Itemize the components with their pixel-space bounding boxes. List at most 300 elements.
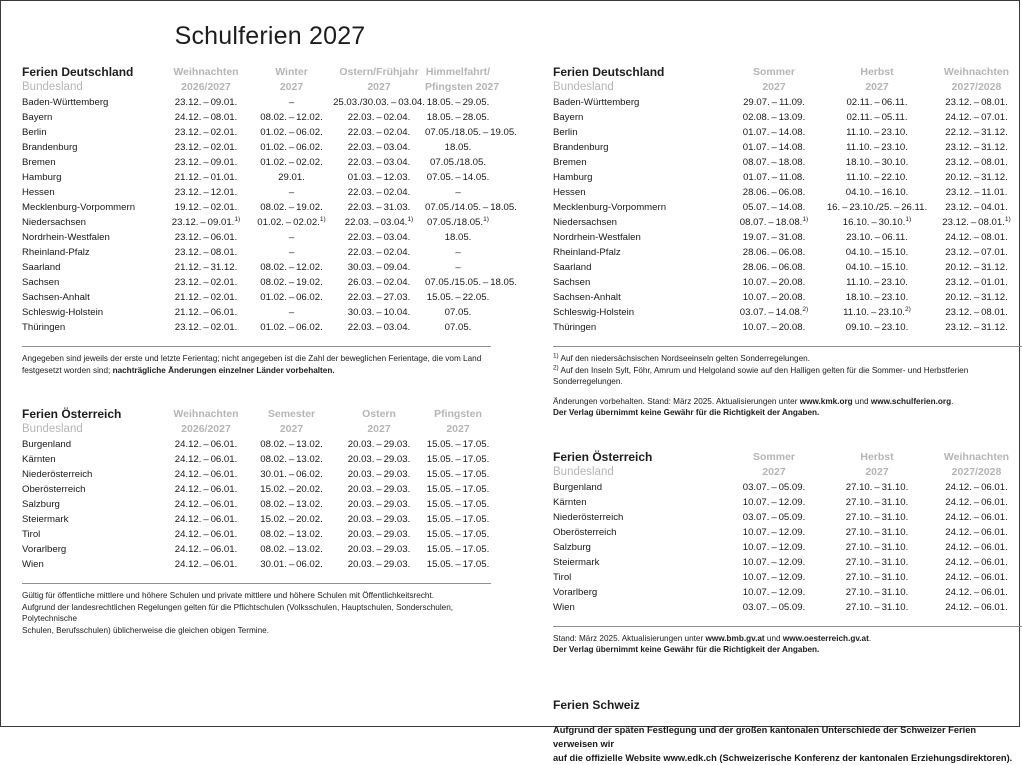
table-row	[22, 527, 491, 542]
holiday-dates: 23.12. – 06.01.	[174, 232, 238, 243]
holiday-dates: 23.12. – 08.01.	[174, 247, 238, 258]
holiday-dates: 07.05./15.05. – 18.05.	[425, 277, 517, 288]
column-header-weihnachten-year: 2027/2028	[951, 81, 1002, 93]
holiday-dates: 08.02. – 13.02.	[260, 529, 323, 540]
holiday-dates: 10.07. – 12.09.	[742, 556, 806, 568]
holiday-dates: 08.07. – 18.08.	[742, 157, 806, 168]
holiday-dates: 22.03. – 03.04.	[347, 157, 411, 168]
holiday-dates: 18.10. – 30.10.	[845, 157, 909, 168]
holiday-dates: 15.02. – 20.02.	[260, 514, 323, 525]
page-title: Schulferien 2027	[174, 22, 366, 50]
table-row	[22, 140, 491, 155]
row-label: Berlin	[22, 127, 47, 138]
holiday-dates: 08.02. – 12.02.	[260, 262, 323, 273]
row-label: Brandenburg	[22, 142, 78, 153]
table-row	[553, 480, 1022, 495]
table-row	[553, 140, 1022, 155]
holiday-dates: 23.12. – 07.01.	[945, 247, 1008, 258]
germany-summer-table	[553, 65, 1022, 335]
holiday-dates: 01.02. – 06.02.	[260, 127, 323, 138]
column-header-weihnachten-year: 2026/2027	[181, 423, 231, 435]
row-label: Niederösterreich	[553, 511, 624, 523]
table-row	[553, 245, 1022, 260]
row-label: Salzburg	[22, 499, 60, 510]
table-row	[22, 245, 491, 260]
row-label: Sachsen	[22, 277, 60, 288]
footnote-2-text: Auf den Inseln Sylt, Föhr, Amrum und Helgoland sowie auf den Halligen gelten für die Sommer- und Herbstferien Sonderregelungen.	[553, 365, 969, 386]
holiday-dates: 23.12. – 04.01.	[945, 202, 1008, 213]
holiday-dates: 24.12. – 08.01.	[945, 232, 1008, 243]
holiday-dates: 15.05. – 17.05.	[426, 499, 490, 510]
footnote-marker: 1)	[483, 215, 489, 223]
table-row	[553, 110, 1022, 125]
column-header-semester-year: 2027	[279, 423, 304, 435]
table-heading: Ferien Österreich	[553, 449, 653, 464]
holiday-dates: 11.10. – 23.10.	[846, 127, 908, 138]
row-label: Thüringen	[553, 322, 597, 333]
disclaimer-line: Der Verlag übernimmt keine Gewähr für die Richtigkeit der Angaben.	[553, 408, 820, 417]
holiday-dates: 04.10. – 15.10.	[845, 262, 909, 273]
column-header-sommer-year: 2027	[762, 81, 786, 93]
table-heading: Ferien Deutschland	[22, 65, 134, 79]
holiday-dates: 08.02. – 13.02.	[260, 439, 323, 450]
austria-summer-table	[553, 450, 1022, 615]
table-row	[553, 230, 1022, 245]
holiday-dates: 22.03. – 02.04.	[347, 187, 411, 198]
header-row-primary	[553, 450, 1022, 465]
header-row-secondary	[553, 465, 1022, 480]
holiday-dates: 24.12. – 07.01.	[945, 112, 1008, 123]
row-label: Steiermark	[553, 556, 600, 568]
germany-left-note	[22, 353, 491, 376]
table-subheading: Bundesland	[553, 81, 614, 93]
column-header-weihnachten: Weihnachten	[173, 66, 239, 78]
row-label: Brandenburg	[553, 142, 609, 153]
holiday-dates: 21.12. – 01.01.	[174, 172, 238, 183]
holiday-dates: 08.07. – 18.08.$^{1)}$	[739, 215, 809, 228]
row-label: Salzburg	[553, 541, 591, 553]
holiday-dates: 23.12. – 08.01.	[945, 157, 1008, 168]
table-row	[22, 437, 491, 452]
holiday-dates: 20.12. – 31.12.	[945, 292, 1008, 303]
holiday-dates: 01.02. – 06.02.	[260, 142, 323, 153]
holiday-dates: 15.05. – 17.05.	[426, 469, 490, 480]
holiday-dates: –	[455, 187, 461, 198]
holiday-dates: 01.02. – 06.02.	[260, 322, 323, 333]
holiday-dates: 03.07. – 05.09.	[742, 481, 806, 493]
row-label: Hessen	[22, 187, 55, 198]
table-row	[22, 215, 491, 230]
holiday-dates: 22.03. – 03.04.$^{1)}$	[344, 215, 414, 228]
holiday-dates: 23.12. – 12.01.	[174, 187, 238, 198]
table-row	[553, 305, 1022, 320]
row-label: Niedersachsen	[22, 217, 86, 228]
holiday-dates: 19.12. – 02.01.	[174, 202, 238, 213]
austria-left-note	[22, 590, 491, 636]
header-row-secondary	[553, 80, 1022, 95]
source-url-bmb: www.bmb.gv.at	[705, 633, 765, 643]
column-header-ostern: Ostern/Frühjahr	[339, 66, 419, 78]
holiday-dates: 09.10. – 23.10.	[845, 322, 909, 333]
holiday-dates: 15.05. – 17.05.	[426, 559, 490, 570]
holiday-dates: 22.03. – 03.04.	[347, 232, 411, 243]
holiday-dates: 10.07. – 20.08.	[742, 277, 806, 288]
table-row	[553, 495, 1022, 510]
holiday-dates: 19.07. – 31.08.	[742, 232, 806, 243]
row-label: Thüringen	[22, 322, 66, 333]
holiday-dates: 25.03./30.03. – 03.04.	[333, 97, 425, 108]
holiday-dates: 01.07. – 11.08.	[743, 172, 805, 183]
column-header-weihnachten-year: 2027/2028	[951, 465, 1002, 478]
holiday-dates: 15.05. – 17.05.	[426, 439, 490, 450]
holiday-dates: 11.10. – 23.10.	[846, 142, 908, 153]
holiday-dates: 15.05. – 17.05.	[426, 454, 490, 465]
holiday-dates: 29.01.	[278, 172, 305, 183]
holiday-dates: 23.12. – 01.01.	[945, 277, 1008, 288]
holiday-dates: 24.12. – 06.01.	[174, 544, 238, 555]
holiday-dates: 24.12. – 06.01.	[945, 496, 1008, 508]
holiday-dates: 16. – 23.10./25. – 26.11.	[826, 202, 928, 213]
table-row	[22, 125, 491, 140]
holiday-dates: 16.10. – 30.10.$^{1)}$	[842, 215, 912, 228]
row-label: Kärnten	[553, 496, 587, 508]
note-text: Angegeben sind jeweils der erste und letzte Ferientag; nicht angegeben ist die Zahl der beweglichen Ferientage, die vom Land festgesetzt worden sind;	[22, 354, 482, 375]
holiday-dates: 15.02. – 20.02.	[260, 484, 323, 495]
table-body	[553, 95, 1022, 335]
column-header-sommer: Sommer	[752, 66, 795, 78]
source-url-oesterreich: www.oesterreich.gv.at	[782, 633, 869, 643]
table-row	[22, 542, 491, 557]
header-row-primary	[22, 407, 491, 422]
holiday-dates: 02.08. – 13.09.	[742, 112, 806, 123]
row-label: Niedersachsen	[553, 217, 617, 228]
table-row	[553, 600, 1022, 615]
table-row	[553, 570, 1022, 585]
holiday-dates: 20.03. – 29.03.	[347, 559, 411, 570]
column-header-winter-year: 2027	[279, 81, 304, 93]
table-row	[553, 290, 1022, 305]
holiday-dates: 27.10. – 31.10.	[845, 541, 909, 553]
source-url-kmk: www.kmk.org	[799, 396, 853, 406]
holiday-dates: 18.05. – 28.05.	[426, 112, 490, 123]
holiday-dates: 22.03. – 02.04.	[347, 247, 411, 258]
holiday-dates: 27.10. – 31.10.	[845, 601, 909, 613]
table-row	[22, 185, 491, 200]
holiday-dates: 27.10. – 31.10.	[845, 526, 909, 538]
column-header-herbst-year: 2027	[865, 81, 889, 93]
holiday-dates: –	[455, 247, 461, 258]
row-label: Nordrhein-Westfalen	[553, 232, 641, 243]
left-column	[22, 65, 517, 765]
holiday-dates: 20.12. – 31.12.	[945, 172, 1008, 183]
table-row	[22, 290, 491, 305]
germany-right-notes	[553, 353, 1022, 419]
row-label: Wien	[553, 601, 575, 613]
holiday-dates: 20.03. – 29.03.	[347, 469, 411, 480]
holiday-dates: 30.03. – 09.04.	[347, 262, 411, 273]
table-row	[22, 305, 491, 320]
holiday-dates: 24.12. – 06.01.	[174, 499, 238, 510]
row-label: Berlin	[553, 127, 578, 138]
row-label: Oberösterreich	[22, 484, 86, 495]
column-header-semester: Semester	[267, 408, 316, 420]
table-row	[22, 467, 491, 482]
table-row	[22, 482, 491, 497]
holiday-dates: 10.07. – 12.09.	[742, 586, 806, 598]
column-header-weihnachten: Weihnachten	[943, 450, 1010, 463]
column-header-sommer: Sommer	[752, 450, 795, 463]
holiday-dates: 02.11. – 06.11.	[846, 97, 908, 108]
row-label: Saarland	[22, 262, 61, 273]
holiday-dates: 08.02. – 19.02.	[260, 277, 323, 288]
holiday-dates: 20.03. – 29.03.	[347, 499, 411, 510]
table-row	[553, 185, 1022, 200]
holiday-dates: 24.12. – 06.01.	[945, 526, 1008, 538]
row-label: Baden-Württemberg	[553, 97, 640, 108]
holiday-dates: 22.03. – 03.04.	[347, 142, 411, 153]
holiday-dates: 23.12. – 08.01.$^{1)}$	[942, 215, 1011, 228]
row-label: Rheinland-Pfalz	[22, 247, 90, 258]
column-header-herbst-year: 2027	[865, 465, 889, 478]
table-row	[22, 557, 491, 572]
holiday-dates: 10.07. – 12.09.	[742, 526, 806, 538]
table-row	[553, 215, 1022, 230]
row-label: Sachsen	[553, 277, 591, 288]
holiday-dates: 18.05.	[444, 142, 472, 153]
holiday-dates: 27.10. – 31.10.	[845, 511, 909, 523]
source-prefix: Stand: März 2025. Aktualisierungen unter	[553, 633, 706, 643]
holiday-dates: 29.07. – 11.09.	[743, 97, 805, 108]
footnote-1-marker: 1)	[553, 352, 559, 360]
holiday-dates: 15.05. – 17.05.	[426, 484, 490, 495]
holiday-dates: 04.10. – 15.10.	[845, 247, 909, 258]
column-header-weihnachten: Weihnachten	[943, 66, 1010, 78]
footnote-marker: 1)	[407, 215, 414, 223]
column-header-weihnachten-year: 2026/2027	[181, 81, 231, 93]
germany-winter-table	[22, 65, 517, 335]
row-label: Nordrhein-Westfalen	[22, 232, 110, 243]
column-header-ostern-year: 2027	[367, 423, 391, 435]
switzerland-heading: Ferien Schweiz	[553, 697, 640, 712]
austria-left-section	[22, 407, 491, 636]
holiday-dates: 07.05./18.05.	[429, 157, 486, 168]
row-label: Wien	[22, 559, 44, 570]
holiday-dates: 10.07. – 12.09.	[742, 571, 806, 583]
holiday-dates: 23.12. – 02.01.	[174, 277, 238, 288]
table-row	[553, 260, 1022, 275]
holiday-dates: 20.03. – 29.03.	[347, 544, 411, 555]
holiday-dates: 28.06. – 06.08.	[742, 247, 806, 258]
table-header	[553, 450, 1022, 480]
table-header	[22, 407, 491, 437]
holiday-dates: 18.05.	[444, 232, 472, 243]
holiday-dates: 02.11. – 05.11.	[846, 112, 908, 123]
austria-right-notes	[553, 633, 1022, 656]
holiday-dates: 27.10. – 31.10.	[845, 586, 909, 598]
row-label: Bayern	[553, 112, 584, 123]
holiday-dates: 10.07. – 12.09.	[742, 496, 806, 508]
holiday-dates: 20.03. – 29.03.	[347, 514, 411, 525]
table-row	[22, 95, 491, 110]
disclaimer-line: Der Verlag übernimmt keine Gewähr für die Richtigkeit der Angaben.	[553, 645, 820, 654]
divider	[22, 346, 491, 347]
table-row	[553, 275, 1022, 290]
column-header-pfingsten: Pfingsten	[434, 408, 482, 420]
table-subheading: Bundesland	[22, 81, 83, 93]
column-header-himmelfahrt-year: Pfingsten 2027	[425, 81, 500, 93]
holiday-dates: 20.03. – 29.03.	[347, 454, 411, 465]
table-row	[553, 510, 1022, 525]
holiday-dates: 08.02. – 12.02.	[260, 112, 323, 123]
source-suffix: .	[951, 396, 954, 406]
holiday-dates: –	[288, 97, 295, 108]
holiday-dates: 24.12. – 06.01.	[174, 454, 238, 465]
row-label: Bremen	[22, 157, 56, 168]
holiday-dates: 07.05./18.05.$^{1)}$	[427, 215, 489, 228]
row-label: Burgenland	[22, 439, 72, 450]
holiday-dates: 22.03. – 03.04.	[347, 322, 411, 333]
table-row	[553, 555, 1022, 570]
holiday-dates: 01.02. – 02.02.	[260, 157, 323, 168]
holiday-dates: 23.12. – 02.01.	[174, 142, 238, 153]
row-label: Saarland	[553, 262, 592, 273]
holiday-dates: 24.12. – 06.01.	[945, 586, 1008, 598]
holiday-dates: 23.12. – 02.01.	[174, 322, 238, 333]
table-row	[22, 155, 491, 170]
holiday-dates: 21.12. – 02.01.	[174, 292, 238, 303]
holiday-dates: 15.05. – 17.05.	[426, 544, 490, 555]
table-body	[22, 437, 491, 572]
holiday-dates: 23.12. – 02.01.	[174, 127, 238, 138]
footnote-marker: 1)	[1004, 215, 1011, 223]
table-header	[553, 65, 1022, 95]
holiday-dates: 10.07. – 20.08.	[742, 322, 806, 333]
holiday-dates: 24.12. – 06.01.	[174, 559, 238, 570]
holiday-dates: 01.02. – 02.02.$^{1)}$	[257, 215, 326, 228]
table-row	[22, 110, 491, 125]
table-row	[553, 155, 1022, 170]
holiday-dates: 24.12. – 06.01.	[174, 484, 238, 495]
footnote-2-marker: 2)	[553, 363, 559, 371]
footnote-1-text: Auf den niedersächsischen Nordseeinseln gelten Sonderregelungen.	[560, 354, 810, 363]
column-header-ostern-year: 2027	[367, 81, 391, 93]
column-header-pfingsten-year: 2027	[446, 423, 470, 435]
holiday-dates: 18.10. – 23.10.	[845, 292, 909, 303]
holiday-dates: 04.10. – 16.10.	[845, 187, 909, 198]
holiday-dates: 28.06. – 06.08.	[742, 187, 806, 198]
table-row	[22, 320, 491, 335]
holiday-dates: 24.12. – 06.01.	[945, 556, 1008, 568]
note-line-1: Gültig für öffentliche mittlere und höhere Schulen und private mittlere und höhere Schulen mit Öffentlichkeitsrecht.	[22, 591, 435, 600]
row-label: Sachsen-Anhalt	[22, 292, 90, 303]
footnote-marker: 2)	[802, 305, 809, 313]
header-row-secondary	[22, 80, 491, 95]
table-row	[553, 320, 1022, 335]
holiday-dates: 24.12. – 06.01.	[945, 481, 1008, 493]
row-label: Mecklenburg-Vorpommern	[22, 202, 136, 213]
column-header-himmelfahrt: Himmelfahrt/	[425, 66, 491, 78]
holiday-dates: 24.12. – 08.01.	[174, 112, 238, 123]
holiday-dates: 11.10. – 23.10.	[846, 277, 908, 288]
row-label: Baden-Württemberg	[22, 97, 109, 108]
note-line-2: Aufgrund der landesrechtlichen Regelungen gelten für die Pflichtschulen (Volksschulen, Hauptschulen, Sonderschulen, Polytechnische	[22, 602, 454, 623]
holiday-dates: 15.05. – 22.05.	[426, 292, 490, 303]
divider	[553, 346, 1022, 347]
source-suffix: .	[868, 633, 872, 643]
holiday-dates: –	[455, 262, 461, 273]
row-label: Burgenland	[553, 481, 603, 493]
holiday-dates: 30.01. – 06.02.	[260, 559, 323, 570]
row-label: Kärnten	[22, 454, 56, 465]
table-row	[553, 95, 1022, 110]
header-row-primary	[553, 65, 1022, 80]
holiday-dates: 07.05.	[444, 322, 472, 333]
holiday-dates: –	[288, 307, 295, 318]
holiday-dates: 08.02. – 13.02.	[260, 499, 323, 510]
holiday-dates: 07.05./14.05. – 18.05.	[425, 202, 517, 213]
row-label: Rheinland-Pfalz	[553, 247, 621, 258]
footnote-marker: 1)	[802, 215, 809, 223]
holiday-dates: 23.12. – 09.01.	[174, 157, 238, 168]
divider	[553, 626, 1022, 627]
holiday-dates: 08.02. – 13.02.	[260, 544, 323, 555]
holiday-dates: 10.07. – 12.09.	[742, 541, 806, 553]
holiday-dates: 27.10. – 31.10.	[845, 496, 909, 508]
source-url-schulferien: www.schulferien.org	[870, 396, 952, 406]
table-body	[22, 95, 517, 335]
holiday-dates: 08.02. – 13.02.	[260, 454, 323, 465]
row-label: Vorarlberg	[553, 586, 598, 598]
holiday-dates: 28.06. – 06.08.	[742, 262, 806, 273]
row-label: Hamburg	[22, 172, 62, 183]
note-line-3: Schulen, Berufsschulen) üblicherweise die gleichen obigen Termine.	[22, 625, 269, 635]
holiday-dates: 24.12. – 06.01.	[945, 601, 1008, 613]
row-label: Oberösterreich	[553, 526, 617, 538]
holiday-dates: 07.05./18.05. – 19.05.	[425, 127, 517, 138]
table-row	[22, 452, 491, 467]
holiday-dates: 24.12. – 06.01.	[174, 529, 238, 540]
table-row	[553, 125, 1022, 140]
column-header-herbst: Herbst	[860, 450, 894, 463]
holiday-dates: 23.12. – 08.01.	[945, 307, 1008, 318]
column-header-weihnachten: Weihnachten	[173, 408, 239, 420]
table-subheading: Bundesland	[22, 423, 83, 435]
spacer	[553, 388, 1022, 396]
column-header-herbst: Herbst	[860, 66, 894, 78]
row-label: Hessen	[553, 187, 586, 198]
table-row	[22, 275, 491, 290]
holiday-dates: 24.12. – 06.01.	[174, 439, 238, 450]
footnote-2	[553, 365, 1022, 388]
holiday-dates: 24.12. – 06.01.	[174, 514, 238, 525]
source-conjunction: und	[764, 633, 783, 643]
table-row	[22, 230, 491, 245]
holiday-dates: 03.07. – 05.09.	[742, 601, 806, 613]
table-body	[553, 480, 1022, 615]
holiday-dates: 11.10. – 22.10.	[846, 172, 908, 183]
row-label: Schleswig-Holstein	[553, 307, 635, 318]
holiday-dates: 01.02. – 06.02.	[260, 292, 323, 303]
holiday-dates: 27.10. – 31.10.	[845, 571, 909, 583]
holiday-dates: 05.07. – 14.08.	[742, 202, 806, 213]
holiday-dates: 08.02. – 19.02.	[260, 202, 323, 213]
row-label: Bremen	[553, 157, 587, 168]
table-row	[553, 200, 1022, 215]
row-label: Bayern	[22, 112, 53, 123]
source-prefix: Änderungen vorbehalten. Stand: März 2025. Aktualisierungen unter	[553, 396, 800, 406]
holiday-dates: 20.12. – 31.12.	[945, 262, 1008, 273]
footnote-1	[553, 353, 1022, 365]
